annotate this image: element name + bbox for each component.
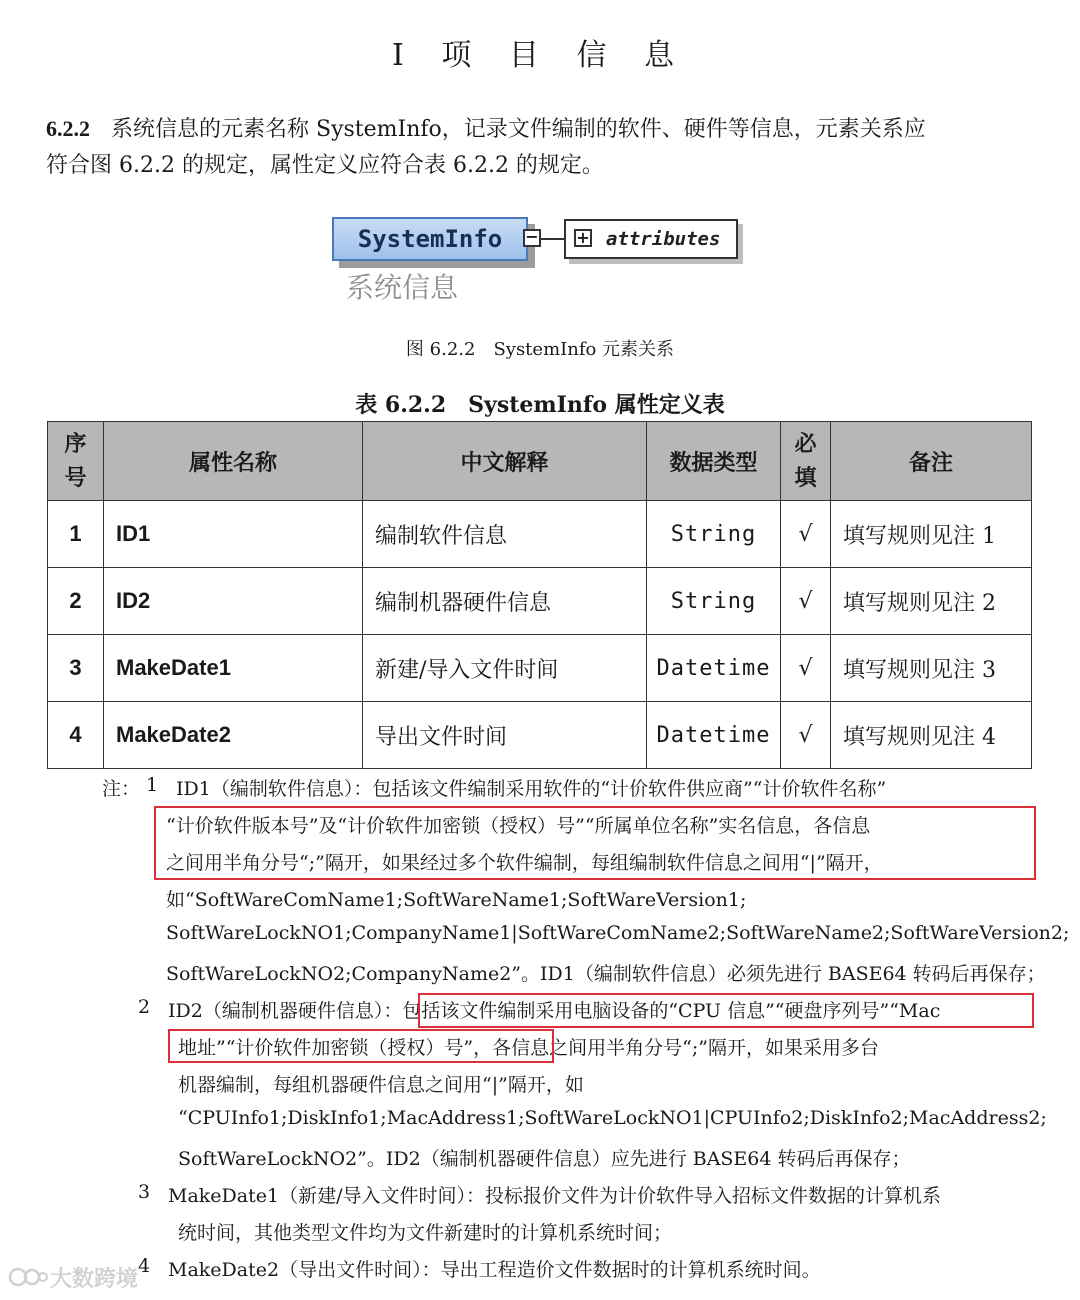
header-type: 数据类型 (647, 422, 781, 501)
node-sublabel: 系统信息 (346, 271, 459, 304)
cell-required: √ (781, 702, 831, 769)
clause-number: 6.2.2 (46, 116, 90, 141)
note-4-line-1: MakeDate2（导出文件时间）：导出工程造价文件数据时的计算机系统时间。 (168, 1259, 821, 1281)
note-1-number: 1 (146, 774, 159, 796)
note-3-line-2: 统时间，其他类型文件均为文件新建时的计算机系统时间； (178, 1222, 673, 1244)
cell-name: MakeDate1 (104, 635, 363, 702)
note-2-line-2: 地址”“计价软件加密锁（授权）号”，各信息之间用半角分号“;”隔开，如果采用多台 (178, 1037, 879, 1059)
note-3-number: 3 (138, 1181, 151, 1203)
note-1-line-3: 之间用半角分号“;”隔开，如果经过多个软件编制，每组编制软件信息之间用“|”隔开， (166, 852, 883, 874)
cell-cn: 编制软件信息 (363, 501, 647, 568)
header-required: 必填 (781, 422, 831, 501)
cell-no: 1 (48, 501, 104, 568)
header-name: 属性名称 (104, 422, 363, 501)
watermark-logo-icon (8, 1266, 48, 1288)
header-no: 序号 (48, 422, 104, 501)
cell-name: ID2 (104, 568, 363, 635)
note-1-line-5: SoftWareLockNO1;CompanyName1|SoftWareComName2;SoftWareName2;SoftWareVersion2; (166, 922, 1070, 944)
collapse-icon: − (523, 229, 541, 247)
table-title: 表 6.2.2 SystemInfo 属性定义表 (355, 392, 725, 418)
table-row (48, 702, 1032, 769)
cell-type: String (647, 501, 781, 568)
cell-type: Datetime (647, 702, 781, 769)
note-2-line-5: SoftWareLockNO2”。ID2（编制机器硬件信息）应先进行 BASE64 转码后再保存； (178, 1148, 911, 1170)
table-row (48, 635, 1032, 702)
cell-required: √ (781, 501, 831, 568)
cell-required: √ (781, 568, 831, 635)
cell-type: String (647, 568, 781, 635)
highlight-box-note2-a (418, 993, 1034, 1028)
cell-name: ID1 (104, 501, 363, 568)
cell-note: 填写规则见注 3 (831, 635, 1032, 702)
note-2-line-1: ID2（编制机器硬件信息）：包括该文件编制采用电脑设备的“CPU 信息”“硬盘序列号”“Mac (168, 1000, 941, 1022)
attribute-table (47, 421, 1032, 769)
highlight-box-note2-b (168, 1029, 554, 1063)
note-1-line-6: SoftWareLockNO2;CompanyName2”。ID1（编制软件信息）必须先进行 BASE64 转码后再保存； (166, 963, 1046, 985)
note-2-line-4: “CPUInfo1;DiskInfo1;MacAddress1;SoftWareLockNO1|CPUInfo2;DiskInfo2;MacAddress2; (178, 1107, 1047, 1129)
clause-text-1: 系统信息的元素名称 SystemInfo，记录文件编制的软件、硬件等信息，元素关系应 (111, 117, 926, 142)
header-cn: 中文解释 (363, 422, 647, 501)
cell-note: 填写规则见注 2 (831, 568, 1032, 635)
watermark-text: 大数跨境 (50, 1267, 139, 1292)
cell-type: Datetime (647, 635, 781, 702)
header-note: 备注 (831, 422, 1032, 501)
systeminfo-node: SystemInfo (332, 217, 528, 261)
note-2-line-3: 机器编制，每组机器硬件信息之间用“|”隔开，如 (178, 1074, 584, 1096)
attributes-node: attributes (564, 219, 738, 259)
cell-required: √ (781, 635, 831, 702)
note-1-line-4: 如“SoftWareComName1;SoftWareName1;SoftWareVersion1; (166, 889, 747, 911)
clause-line-2: 符合图 6.2.2 的规定，属性定义应符合表 6.2.2 的规定。 (46, 153, 604, 178)
notes-prefix: 注： (102, 778, 141, 800)
table-row (48, 501, 1032, 568)
expand-icon: + (574, 229, 592, 247)
cell-note: 填写规则见注 1 (831, 501, 1032, 568)
cell-cn: 新建/导入文件时间 (363, 635, 647, 702)
cell-no: 3 (48, 635, 104, 702)
clause-line-1 (46, 112, 926, 143)
note-3-line-1: MakeDate1（新建/导入文件时间）：投标报价文件为计价软件导入招标文件数据的计算机系 (168, 1185, 941, 1207)
cell-no: 4 (48, 702, 104, 769)
note-1-line-1: ID1（编制软件信息）：包括该文件编制采用软件的“计价软件供应商”“计价软件名称” (176, 778, 887, 800)
cell-no: 2 (48, 568, 104, 635)
highlight-box-note1 (154, 806, 1036, 880)
cell-cn: 编制机器硬件信息 (363, 568, 647, 635)
note-4-number: 4 (138, 1255, 151, 1277)
cell-note: 填写规则见注 4 (831, 702, 1032, 769)
page-heading: I 项 目 信 息 (392, 38, 688, 73)
note-2-number: 2 (138, 996, 151, 1018)
cell-name: MakeDate2 (104, 702, 363, 769)
figure-caption: 图 6.2.2 SystemInfo 元素关系 (405, 339, 675, 360)
cell-cn: 导出文件时间 (363, 702, 647, 769)
note-1-line-2: “计价软件版本号”及“计价软件加密锁（授权）号”“所属单位名称”实名信息，各信息 (166, 815, 871, 837)
table-header-row (48, 422, 1032, 501)
connector-line (541, 238, 565, 240)
table-row (48, 568, 1032, 635)
